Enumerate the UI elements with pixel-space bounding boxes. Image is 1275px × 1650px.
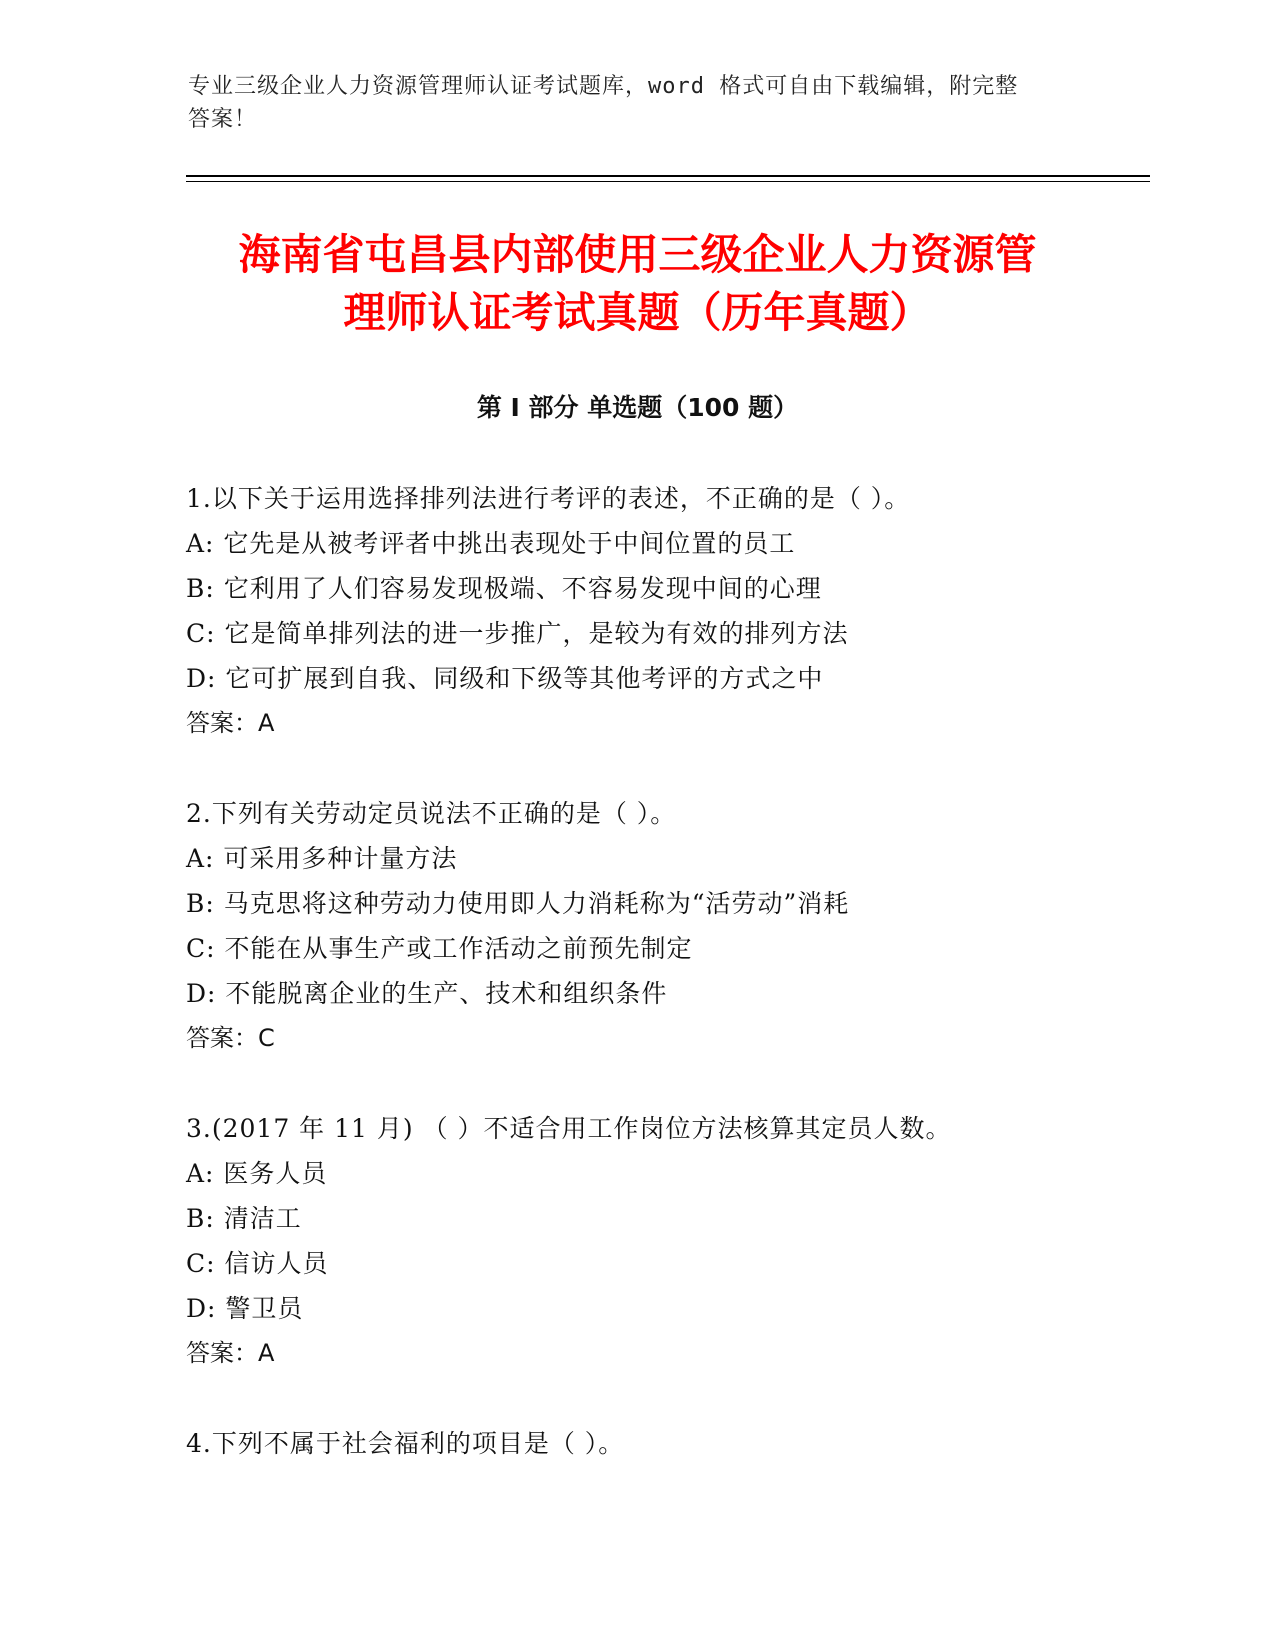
option-d: D: 它可扩展到自我、同级和下级等其他考评的方式之中 (186, 664, 824, 693)
document-title-line-1: 海南省屯昌县内部使用三级企业人力资源管 (238, 230, 1037, 279)
option-d: D: 警卫员 (186, 1294, 304, 1323)
option-a: A: 医务人员 (186, 1159, 328, 1188)
header-divider-thin (186, 181, 1150, 182)
option-b: B: 清洁工 (186, 1204, 302, 1233)
question-stem: 1.以下关于运用选择排列法进行考评的表述，不正确的是（ ）。 (186, 484, 911, 513)
option-c: C: 不能在从事生产或工作活动之前预先制定 (186, 934, 693, 963)
question-4 (186, 1421, 1116, 1466)
question-2 (186, 791, 1116, 1061)
answer: 答案：C (186, 1024, 275, 1052)
header-note (188, 70, 1068, 136)
section-title: 第 I 部分 单选题（100 题） (476, 393, 799, 422)
document-title-line-2: 理师认证考试真题（历年真题） (343, 288, 932, 337)
option-a: A: 可采用多种计量方法 (186, 844, 458, 873)
option-b: B: 它利用了人们容易发现极端、不容易发现中间的心理 (186, 574, 822, 603)
header-note-line-2: 答案！ (188, 107, 258, 132)
header-divider-thick (186, 175, 1150, 177)
option-c: C: 信访人员 (186, 1249, 329, 1278)
question-stem: 2.下列有关劳动定员说法不正确的是（ ）。 (186, 799, 677, 828)
option-c: C: 它是简单排列法的进一步推广，是较为有效的排列方法 (186, 619, 849, 648)
question-list (186, 476, 1116, 1511)
header-note-line-1: 专业三级企业人力资源管理师认证考试题库，word 格式可自由下载编辑，附完整 (188, 74, 1019, 99)
document-title (150, 226, 1125, 342)
answer: 答案：A (186, 1339, 275, 1367)
option-d: D: 不能脱离企业的生产、技术和组织条件 (186, 979, 668, 1008)
question-1 (186, 476, 1116, 746)
question-3 (186, 1106, 1116, 1376)
option-b: B: 马克思将这种劳动力使用即人力消耗称为“活劳动”消耗 (186, 889, 850, 918)
answer: 答案：A (186, 709, 275, 737)
option-a: A: 它先是从被考评者中挑出表现处于中间位置的员工 (186, 529, 796, 558)
question-stem: 3.(2017 年 11 月) （ ）不适合用工作岗位方法核算其定员人数。 (186, 1114, 952, 1143)
question-stem: 4.下列不属于社会福利的项目是（ ）。 (186, 1429, 625, 1458)
